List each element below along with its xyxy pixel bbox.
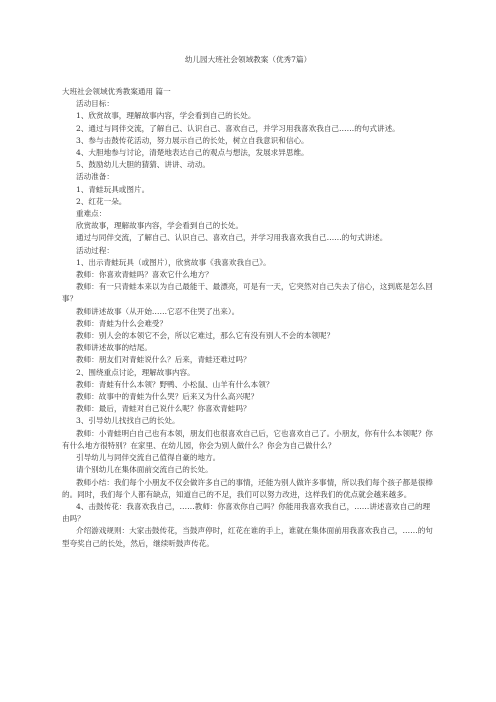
body-paragraph: 5、鼓励幼儿大胆的猜猜、讲讲、动动。 bbox=[76, 160, 210, 170]
body-paragraph: 1、出示青蛙玩具（或图片），欣赏故事《我喜欢我自己》。 bbox=[76, 257, 271, 267]
body-paragraph: 4、大胆地参与讨论，清楚地表达自己的观点与想法，发展求异思维。 bbox=[76, 148, 309, 158]
body-paragraph: 活动目标： bbox=[76, 99, 114, 109]
body-paragraph: 欣赏故事，理解故事内容，学会看到自己的长处。 bbox=[76, 221, 244, 231]
body-paragraph: 教师：青蛙为什么会难受？ bbox=[76, 318, 168, 328]
body-paragraph: 2、通过与同伴交流，了解自己、认识自己、喜欢自己，并学习用我喜欢我自己……的句式讲述。 bbox=[76, 123, 400, 133]
body-paragraph: 教师：别人会的本领它不会，所以它难过，那么它有没有别人不会的本领呢？ bbox=[76, 331, 335, 341]
body-paragraph: 活动过程： bbox=[76, 245, 114, 255]
body-paragraph: 教师讲述故事的结尾。 bbox=[76, 343, 152, 353]
body-paragraph: 请个别幼儿在集体面前交流自己的长处。 bbox=[76, 465, 213, 475]
body-paragraph: 教师讲述故事（从开始……它忍不住哭了出来）。 bbox=[76, 306, 240, 316]
body-paragraph: 重难点： bbox=[76, 209, 107, 219]
body-paragraph: 教师：最后，青蛙对自己说什么呢？你喜欢青蛙吗？ bbox=[76, 404, 251, 414]
body-paragraph: 教师：故事中的青蛙为什么哭？后来又为什么高兴呢？ bbox=[76, 392, 259, 402]
body-paragraph: 1、欣赏故事，理解故事内容，学会看到自己的长处。 bbox=[76, 111, 256, 121]
body-paragraph: 2、红花一朵。 bbox=[76, 196, 127, 206]
body-paragraph: 1、青蛙玩具或图片。 bbox=[76, 184, 150, 194]
body-paragraph: 3、参与击鼓传花活动，努力展示自己的长处，树立自我意识和信心。 bbox=[76, 135, 309, 145]
body-paragraph: 教师：你喜欢青蛙吗？喜欢它什么地方？ bbox=[76, 270, 213, 280]
body-paragraph: 介绍游戏规则：大家击鼓传花，当鼓声停时，红花在谁的手上，谁就在集体面前用我喜欢我自己，……的句型夸奖自己的长处，然后，继续听鼓声传花。 bbox=[62, 526, 433, 548]
body-paragraph: 教师：青蛙有什么本领？野鸭、小松鼠、山羊有什么本领？ bbox=[76, 379, 274, 389]
body-paragraph: 引导幼儿与同伴交流自己值得自豪的地方。 bbox=[76, 453, 221, 463]
document-body bbox=[62, 86, 434, 550]
document-title: 幼儿园大班社会领域教案（优秀7篇） bbox=[184, 55, 312, 64]
body-paragraph: 3、引导幼儿找找自己的长处。 bbox=[76, 416, 180, 426]
body-paragraph: 4、击鼓传花：我喜欢我自己，……教师：你喜欢你自己吗？你能用我喜欢我自己，……讲述喜欢自己的理由吗？ bbox=[62, 501, 431, 524]
body-paragraph: 教师：朋友们对青蛙说什么？后来，青蛙还难过吗？ bbox=[76, 355, 251, 365]
body-paragraph: 2、围绕重点讨论，理解故事内容。 bbox=[76, 367, 195, 377]
section-heading: 大班社会领域优秀教案通用 篇一 bbox=[62, 87, 171, 96]
body-paragraph: 教师小结：我们每个小朋友不仅会做许多自己的事情，还能为别人做许多事情，所以我们每个孩子都是很棒的。同时，我们每个人都有缺点，知道自己的不足，我们可以努力改进，这样我们的优点就会越来越多。 bbox=[62, 477, 433, 499]
body-paragraph: 教师：有一只青蛙本来以为自己最能干、最漂亮，可是有一天，它突然对自己失去了信心，这到底是怎么回事？ bbox=[62, 282, 433, 304]
body-paragraph: 教师：小青蛙明白自己也有本领，朋友们也很喜欢自己后，它也喜欢自己了。小朋友，你有什么本领呢？你有什么地方很特别？在家里、在幼儿园，你会为别人做什么？你会为自己做什么？ bbox=[62, 428, 433, 450]
body-paragraph: 通过与同伴交流，了解自己、认识自己、喜欢自己，并学习用我喜欢我自己……的句式讲述。 bbox=[76, 233, 388, 243]
body-paragraph: 活动准备： bbox=[76, 172, 114, 182]
